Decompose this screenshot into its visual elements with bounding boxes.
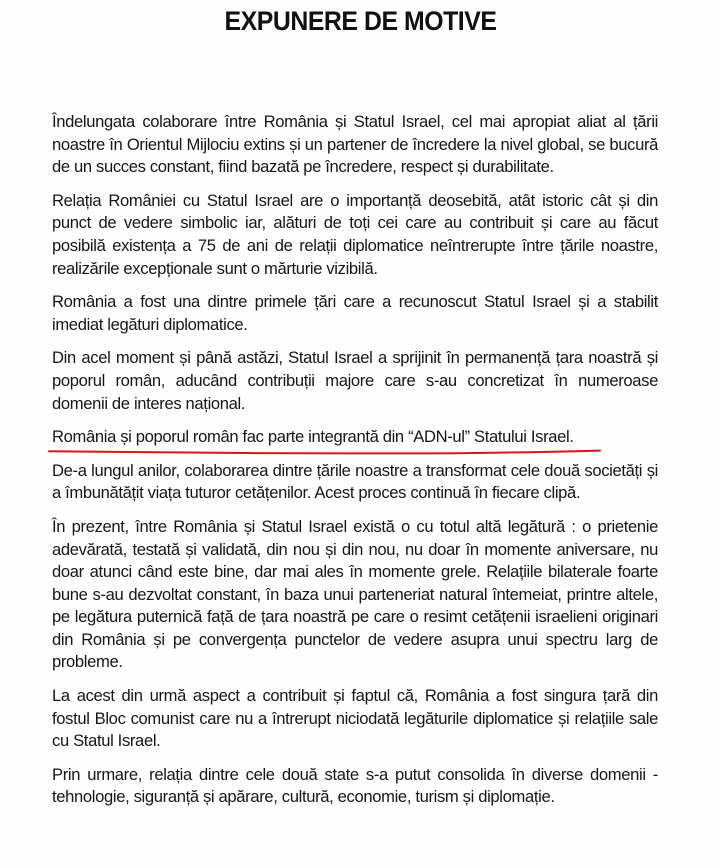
document-title: EXPUNERE DE MOTIVE [224, 6, 497, 36]
paragraph-5-highlighted: România și poporul român fac parte integrantă din “ADN-ul” Statului Israel. [52, 427, 574, 447]
underlined-statement [52, 426, 658, 449]
paragraph-3: România a fost una dintre primele țări care a recunoscut Statul Israel și a stabilit imediat legături diplomatice. [52, 292, 658, 334]
paragraph-2: Relația României cu Statul Israel are o importanță deosebită, atât istoric cât și din punct de vedere simbolic iar, alături de toți cei care au contribuit și care au făcut posibilă existența a 75 de ani de relații diplomatice neîntrerupte între țările noastre, realizările excepționale sunt o mărturie vizibilă. [52, 190, 658, 278]
document-body [52, 111, 658, 820]
paragraph-9: Prin urmare, relația dintre cele două state s-a putut consolida în diverse domenii - tehnologie, siguranță și apărare, cultură, economie, turism și diplomație. [52, 764, 658, 807]
paragraph-6: De-a lungul anilor, colaborarea dintre țările noastre a transformat cele două societăți și a îmbunătățit viața tuturor cetățenilor. Acest proces continuă în fiecare clipă. [52, 460, 658, 503]
red-underline-annotation [48, 449, 603, 455]
paragraph-8: La acest din urmă aspect a contribuit și faptul că, România a fost singura țară din fostul Bloc comunist care nu a întrerupt niciodată legăturile diplomatice și relațiile sale cu Statul Israel. [52, 686, 658, 751]
paragraph-7: În prezent, între România și Statul Israel există o cu totul altă legătură : o prietenie adevărată, testată și validată, din nou și din nou, nu doar în momente aniversare, nu doar atunci când este bine, dar mai ales în momente grele. Relațiile bilaterale foarte bune s-au dezvoltat constant, în baza unui parteneriat natural întemeiat, printre altele, pe legătura puternică față de țara noastră pe care o resimt cetățenii israelieni originari din România și pe convergența punctelor de vedere asupra unui spectru larg de probleme. [52, 516, 658, 672]
paragraph-1: Îndelungata colaborare între România și Statul Israel, cel mai apropiat aliat al țării noastre în Orientul Mijlociu extins și un partener de încredere la nivel global, se bucură de un succes constant, fiind bazată pe încredere, respect și durabilitate. [52, 112, 658, 177]
paragraph-4: Din acel moment și până astăzi, Statul Israel a sprijinit în permanență țara noastră și poporul român, aducând contribuții majore care s-au concretizat în numeroase domenii de interes național. [52, 348, 658, 413]
